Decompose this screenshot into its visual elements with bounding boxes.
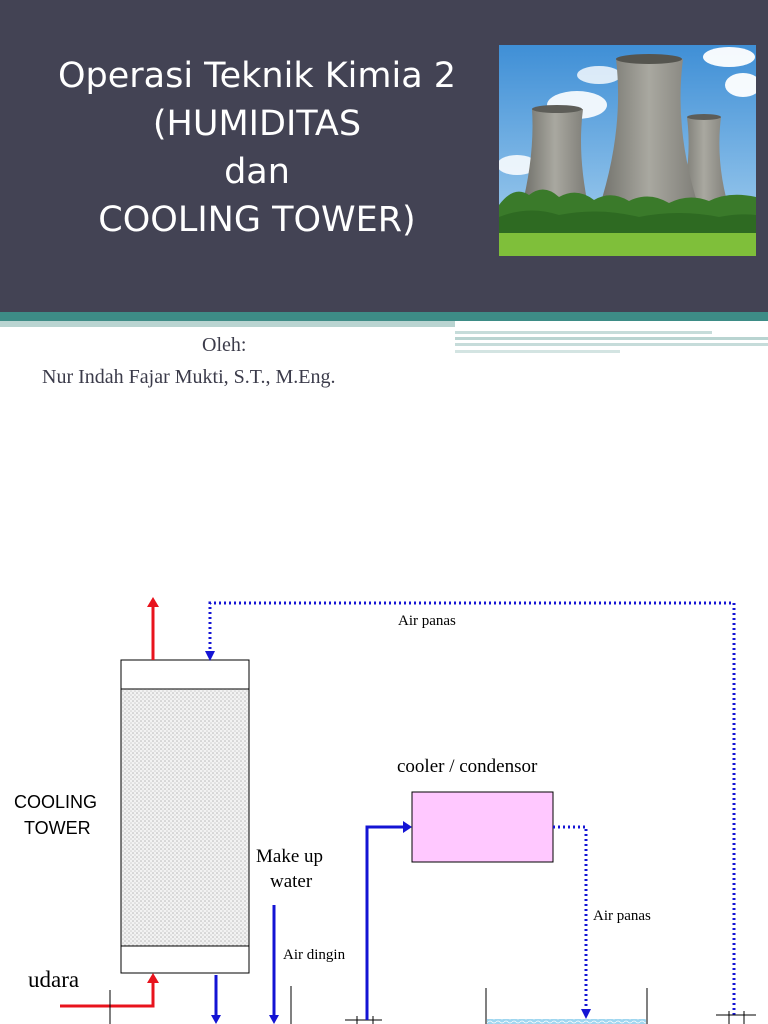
hot-water-arrowhead (581, 1009, 591, 1019)
author-prefix: Oleh: (202, 334, 247, 356)
hot-water-line (553, 827, 586, 1010)
air-inlet-arrowhead (147, 973, 159, 983)
tower-top-section (121, 660, 249, 689)
cooling-tower-label-1: COOLING (14, 792, 98, 812)
make-up-label-2: water (270, 871, 313, 892)
cold-water-supply-arrowhead (403, 821, 412, 833)
air-panas-top-label: Air panas (398, 613, 456, 629)
air-dingin-label: Air dingin (283, 947, 346, 963)
cooler-condensor-box (412, 792, 553, 862)
cold-water-down-arrowhead (211, 1015, 221, 1024)
tank-water (487, 1019, 646, 1024)
tower-bottom-section (121, 946, 249, 973)
make-up-label-1: Make up (256, 846, 324, 867)
makeup-water-arrowhead (269, 1015, 279, 1024)
title-line-4: COOLING TOWER) (98, 200, 416, 240)
cold-water-supply-line (367, 827, 404, 1020)
cooling-tower-label-2: TOWER (24, 818, 91, 838)
air-panas-right-label: Air panas (593, 908, 651, 924)
udara-label: udara (28, 967, 80, 992)
title-line-1: Operasi Teknik Kimia 2 (57, 56, 457, 96)
title-line-2: (HUMIDITAS (152, 104, 362, 144)
air-outlet-arrowhead (147, 597, 159, 607)
cooler-condensor-label: cooler / condensor (397, 756, 538, 777)
tower-packing (121, 689, 249, 946)
title-line-3: dan (224, 152, 290, 192)
author-name: Nur Indah Fajar Mukti, S.T., M.Eng. (42, 366, 336, 388)
